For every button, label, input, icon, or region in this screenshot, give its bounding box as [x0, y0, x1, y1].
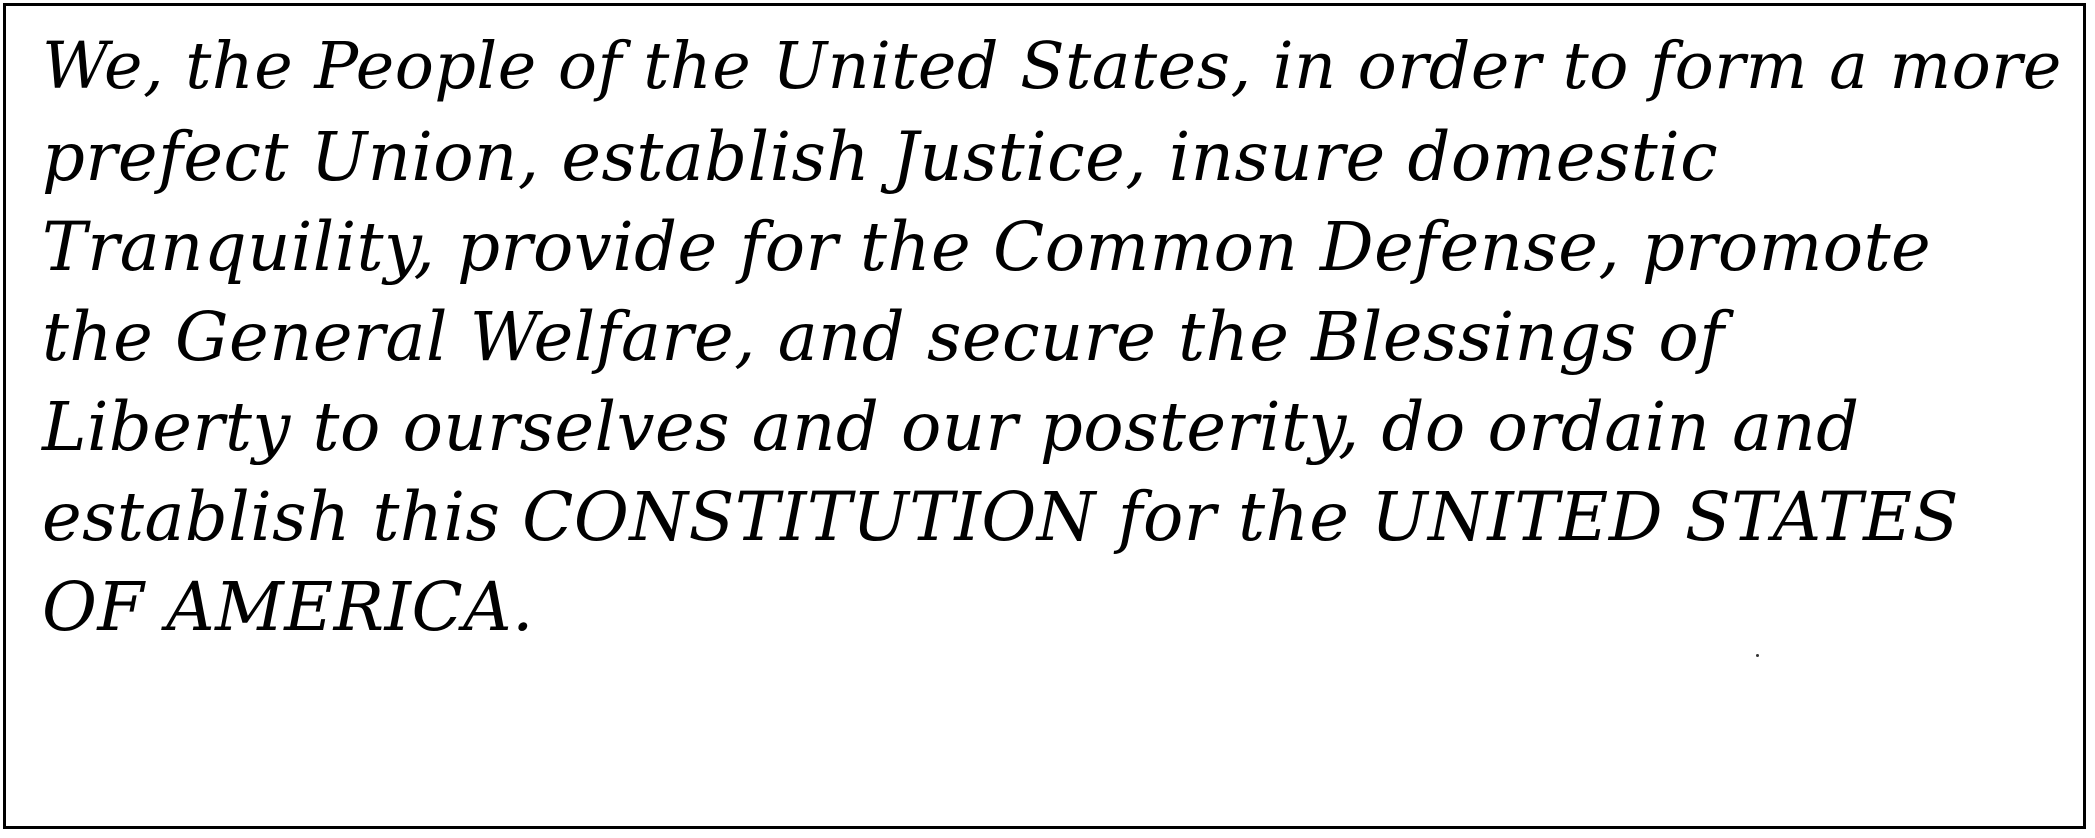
text-line-5: Liberty to ourselves and our posterity, do ordain and [42, 388, 1860, 466]
text-line-3: Tranquility, provide for the Common Defense, promote [42, 208, 1932, 286]
handwritten-page [3, 3, 2086, 829]
handwritten-passage [42, 22, 2062, 652]
text-line-4: the General Welfare, and secure the Blessings of [42, 298, 1725, 376]
text-line-7: OF AMERICA. [42, 568, 534, 646]
paper-speck [1756, 654, 1759, 657]
text-line-6: establish this CONSTITUTION for the UNITED STATES [42, 478, 1959, 556]
text-line-1: We, the People of the United States, in order to form a more [42, 29, 2062, 104]
text-line-2: prefect Union, establish Justice, insure domestic [42, 118, 1719, 196]
